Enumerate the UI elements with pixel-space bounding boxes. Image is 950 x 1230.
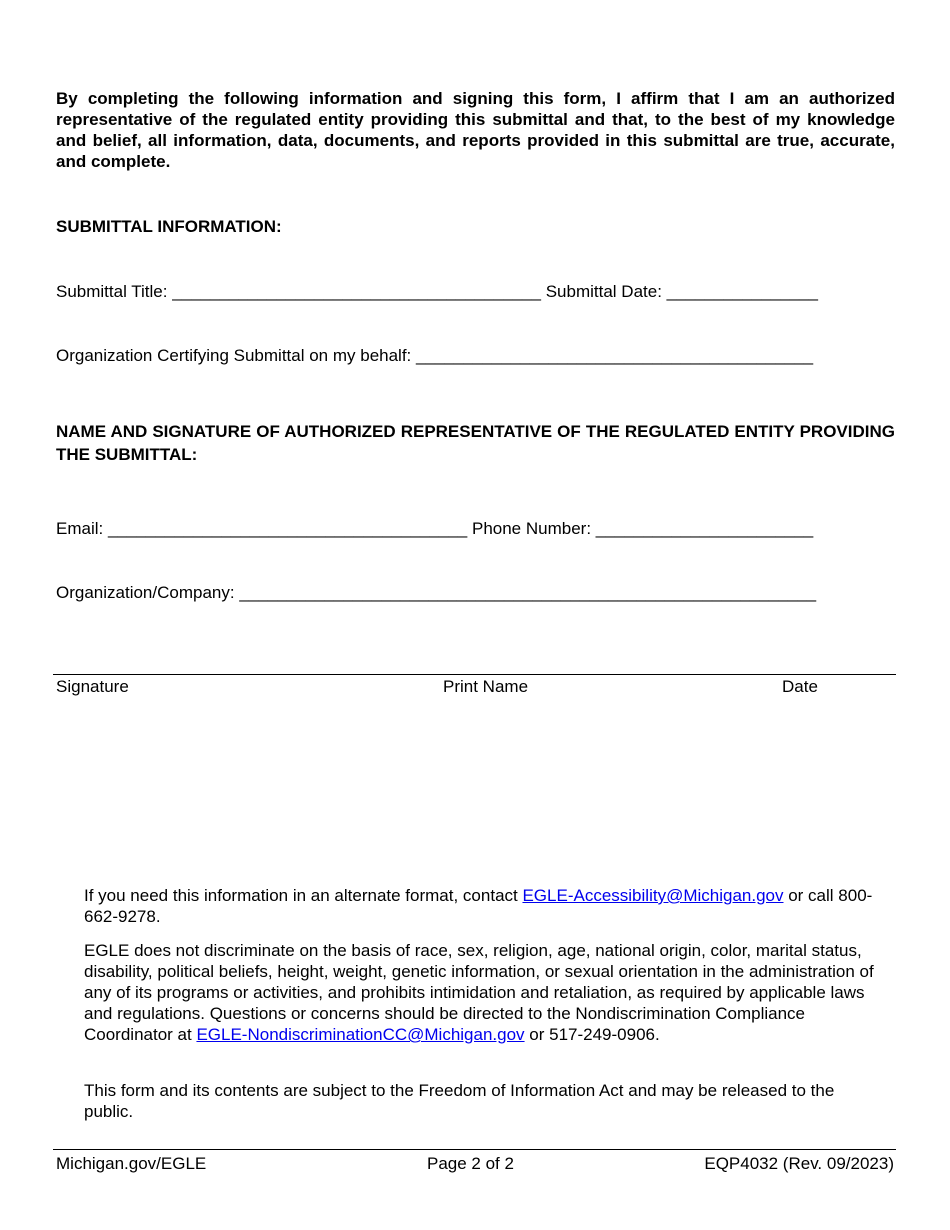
footer-form-id: EQP4032 (Rev. 09/2023) bbox=[704, 1154, 894, 1173]
organization-company-field[interactable]: _____________________________________________________________ bbox=[239, 583, 817, 602]
submittal-title-field[interactable]: _______________________________________ bbox=[172, 282, 541, 301]
signature-line[interactable] bbox=[53, 674, 896, 675]
organization-company-row bbox=[56, 582, 895, 603]
submittal-date-label: Submittal Date: bbox=[545, 282, 662, 301]
submittal-date-field[interactable]: ________________ bbox=[666, 282, 818, 301]
email-label: Email: bbox=[56, 519, 104, 538]
date-label: Date bbox=[782, 677, 818, 696]
phone-number-field[interactable]: _______________________ bbox=[595, 519, 814, 538]
submittal-information-heading: SUBMITTAL INFORMATION: bbox=[56, 217, 282, 236]
submittal-title-label: Submittal Title: bbox=[56, 282, 168, 301]
foia-notice bbox=[84, 1080, 874, 1122]
email-field[interactable]: ______________________________________ bbox=[107, 519, 468, 538]
nondiscrimination-phone-text: or 517-249-0906. bbox=[524, 1025, 660, 1044]
accessibility-email-link[interactable]: EGLE-Accessibility@Michigan.gov bbox=[522, 886, 784, 905]
footer-page-number: Page 2 of 2 bbox=[427, 1154, 514, 1173]
nondiscrimination-text: EGLE does not discriminate on the basis of race, sex, religion, age, national origin, color, marital status, disability, political beliefs, height, weight, genetic information, or sexual orientation in the administration of any of its programs or activities, and prohibits intimidation and retaliation, as required by applicable laws and regulations. Questions or concerns should be directed to the Nondiscrimination Compliance Coordinator at bbox=[84, 941, 874, 1044]
footer-divider bbox=[53, 1149, 896, 1150]
alt-format-phone-text: or call 800-662-9278. bbox=[84, 886, 873, 926]
signature-label: Signature bbox=[56, 677, 129, 696]
certifying-organization-label: Organization Certifying Submittal on my behalf: bbox=[56, 346, 412, 365]
footer-website: Michigan.gov/EGLE bbox=[56, 1154, 207, 1173]
print-name-label: Print Name bbox=[443, 677, 529, 696]
submittal-title-row bbox=[56, 281, 895, 302]
alternate-format-notice bbox=[84, 885, 874, 927]
alt-format-text: If you need this information in an alternate format, contact bbox=[84, 886, 523, 905]
phone-number-label: Phone Number: bbox=[471, 519, 592, 538]
email-phone-row bbox=[56, 518, 895, 539]
nondiscrimination-notice bbox=[84, 940, 874, 1045]
affirmation-statement: By completing the following information and signing this form, I affirm that I am an authorized representative of the regulated entity providing this submittal and that, to the best of my knowledge and belief, all information, data, documents, and reports provided in this submittal are true, accurate, and complete. bbox=[56, 89, 895, 171]
certifying-organization-row bbox=[56, 345, 895, 366]
representative-heading: NAME AND SIGNATURE OF AUTHORIZED REPRESENTATIVE OF THE REGULATED ENTITY PROVIDING THE SUBMITTAL: bbox=[56, 422, 895, 464]
organization-company-label: Organization/Company: bbox=[56, 583, 235, 602]
nondiscrimination-email-link[interactable]: EGLE-NondiscriminationCC@Michigan.gov bbox=[196, 1025, 525, 1044]
foia-text: This form and its contents are subject to the Freedom of Information Act and may be released to the public. bbox=[84, 1081, 835, 1121]
certifying-organization-field[interactable]: __________________________________________ bbox=[416, 346, 814, 365]
